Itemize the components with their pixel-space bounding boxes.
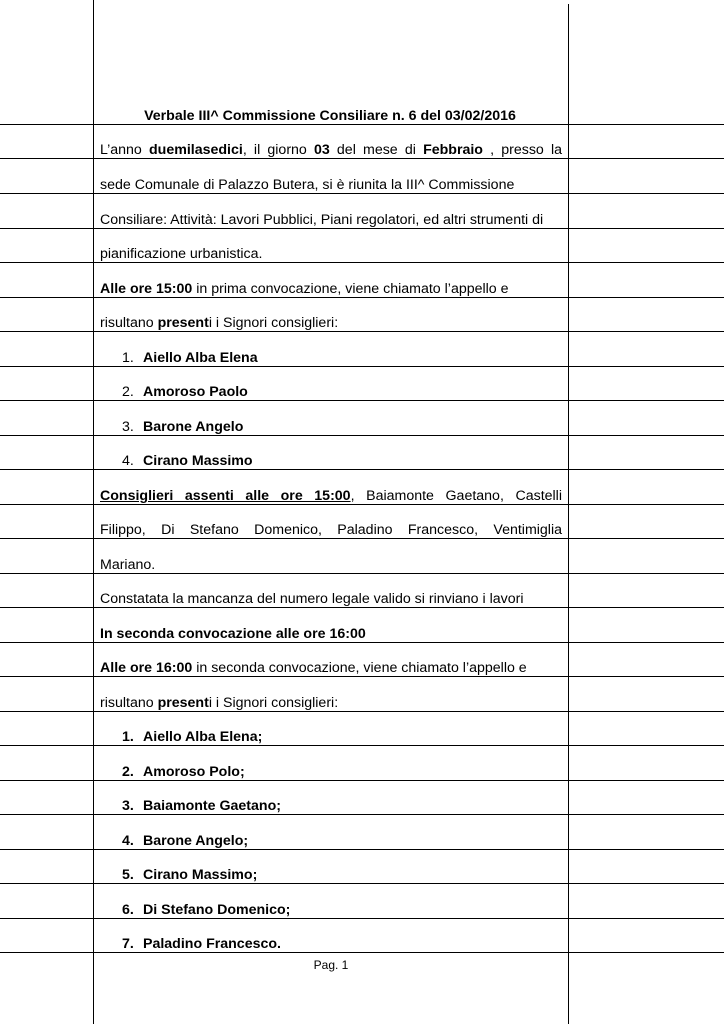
document-title: Verbale III^ Commissione Consiliare n. 6 del 03/02/2016: [144, 108, 516, 124]
rule-line: [0, 366, 724, 367]
page-number: Pag. 1: [313, 958, 349, 972]
absent-line-2: Filippo, Di Stefano Domenico, Paladino Francesco, Ventimiglia: [100, 522, 562, 538]
no-quorum-line: Constatata la mancanza del numero legale valido si rinviano i lavori: [100, 591, 524, 607]
intro-line-2: sede Comunale di Palazzo Butera, si è riunita la III^ Commissione: [100, 177, 515, 193]
left-margin-line: [93, 0, 94, 1024]
first-call-line-1: Alle ore 15:00 in prima convocazione, viene chiamato l’appello e: [100, 281, 509, 297]
second-call-heading: In seconda convocazione alle ore 16:00: [100, 626, 366, 642]
rule-line: [0, 849, 724, 850]
absent-line-1: Consiglieri assenti alle ore 15:00, Baiamonte Gaetano, Castelli: [100, 488, 562, 504]
rule-line: [0, 918, 724, 919]
rule-line: [0, 745, 724, 746]
absent-line-3: Mariano.: [100, 557, 156, 573]
second-call-line-1: Alle ore 16:00 in seconda convocazione, viene chiamato l’appello e: [100, 660, 527, 676]
intro-line-4: pianificazione urbanistica.: [100, 246, 263, 262]
rule-line: [0, 435, 724, 436]
rule-line: [0, 469, 724, 470]
rule-line: [0, 952, 724, 953]
first-call-line-2: risultano presenti i Signori consiglieri:: [100, 315, 339, 331]
rule-line: [0, 400, 724, 401]
second-call-line-2: risultano presenti i Signori consiglieri:: [100, 695, 339, 711]
intro-line-1: L’anno duemilasedici, il giorno 03 del mese di Febbraio , presso la: [100, 142, 563, 158]
intro-line-3: Consiliare: Attività: Lavori Pubblici, Piani regolatori, ed altri strumenti di: [100, 212, 544, 228]
rule-line: [0, 883, 724, 884]
rule-line: [0, 814, 724, 815]
rule-line: [0, 780, 724, 781]
right-margin-line: [568, 4, 569, 1024]
